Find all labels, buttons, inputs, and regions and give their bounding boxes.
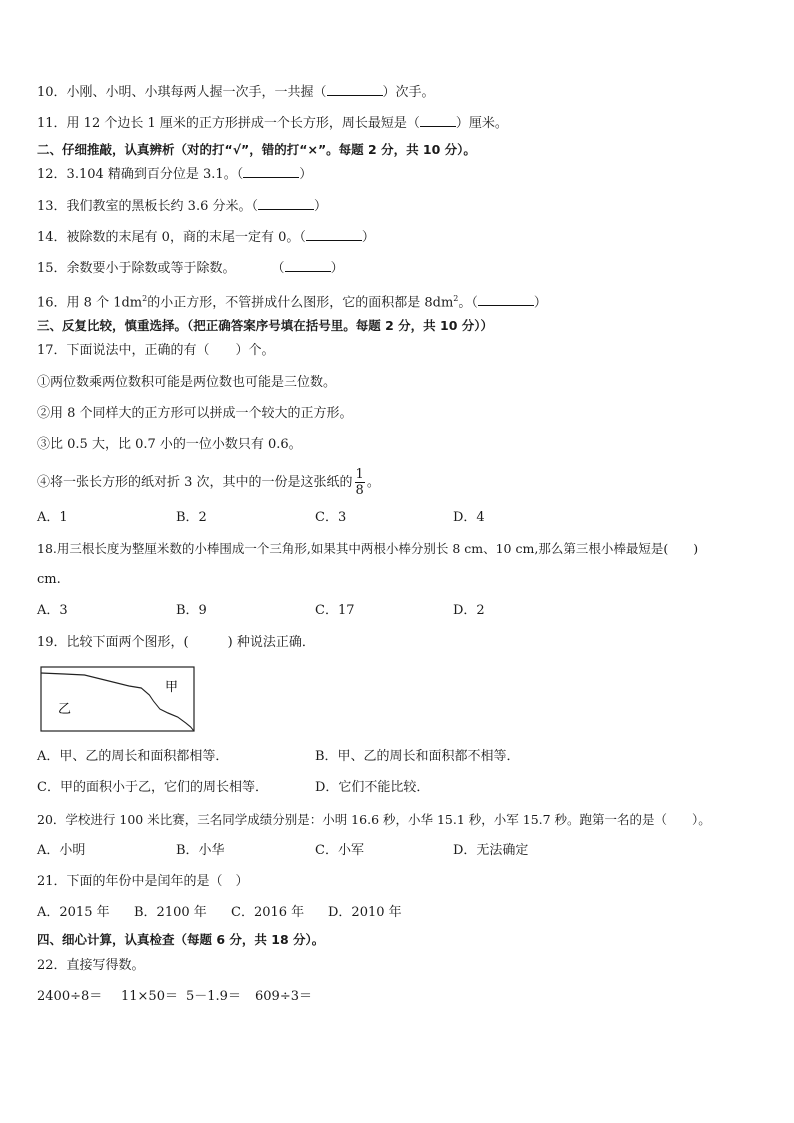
question-13: 13．我们教室的黑板长约 3.6 分米。（ ） (37, 199, 327, 214)
label-yi: 乙 (58, 702, 72, 717)
answer-blank[interactable] (285, 259, 331, 272)
q18-option-d[interactable]: D．2 (453, 603, 485, 618)
question-12: 12．3.104 精确到百分位是 3.1。（ ） (37, 167, 313, 182)
q17-option-c[interactable]: C．3 (315, 510, 347, 525)
question-17-statement-2: ②用 8 个同样大的正方形可以拼成一个较大的正方形。 (37, 406, 353, 421)
q21-option-d[interactable]: D．2010 年 (328, 905, 402, 920)
q19-option-a[interactable]: A．甲、乙的周长和面积都相等． (37, 749, 229, 764)
answer-blank[interactable] (306, 228, 362, 241)
q22-item-3[interactable]: 5－1.9＝ (186, 989, 241, 1004)
q18-option-b[interactable]: B．9 (176, 603, 207, 618)
fraction-one-eighth: $\frac{1}{8}$ (355, 467, 364, 498)
question-19-stem: 19．比较下面两个图形，( ) 种说法正确． (37, 635, 315, 650)
q19-option-b[interactable]: B．甲、乙的周长和面积都不相等． (315, 749, 520, 764)
question-20-stem: 20．学校进行 100 米比赛，三名同学成绩分别是：小明 16.6 秒，小华 15.1 秒，小军 15.7 秒。跑第一名的是（ ）。 (37, 812, 711, 827)
question-17-stem: 17．下面说法中，正确的有（ ）个。 (37, 343, 275, 358)
question-17-statement-1: ①两位数乘两位数积可能是两位数也可能是三位数。 (37, 375, 337, 390)
q20-option-c[interactable]: C．小军 (315, 843, 364, 858)
q20-option-b[interactable]: B．小华 (176, 843, 225, 858)
q22-item-2[interactable]: 11×50＝ (121, 989, 178, 1004)
label-jia: 甲 (165, 680, 179, 695)
section-2-heading: 二、仔细推敲，认真辨析（对的打“√”，错的打“×”。每题 2 分，共 10 分）。 (37, 142, 476, 157)
q17-option-a[interactable]: A．1 (37, 510, 68, 525)
answer-blank[interactable] (478, 293, 534, 306)
question-14: 14．被除数的末尾有 0，商的末尾一定有 0。（ ） (37, 230, 375, 245)
q18-option-a[interactable]: A．3 (37, 603, 68, 618)
question-18-stem-cont: cm. (37, 572, 61, 587)
section-4-heading: 四、细心计算，认真检查（每题 6 分，共 18 分）。 (37, 932, 325, 947)
section-3-heading: 三、反复比较，慎重选择。（把正确答案序号填在括号里。每题 2 分，共 10 分）） (37, 318, 494, 333)
q18-option-c[interactable]: C．17 (315, 603, 355, 618)
answer-blank[interactable] (420, 114, 456, 127)
q20-option-a[interactable]: A．小明 (37, 843, 86, 858)
q22-item-4[interactable]: 609÷3＝ (255, 989, 312, 1004)
question-10: 10．小刚、小明、小琪每两人握一次手，一共握（ ）次手。 (37, 85, 435, 100)
q22-item-1[interactable]: 2400÷8＝ (37, 989, 103, 1004)
question-22-stem: 22．直接写得数。 (37, 958, 145, 973)
q19-option-d[interactable]: D．它们不能比较． (315, 780, 430, 795)
question-15: 15．余数要小于除数或等于除数。 （ ） (37, 261, 344, 276)
question-18-stem: 18.用三根长度为整厘米数的小棒围成一个三角形,如果其中两根小棒分别长 8 cm、10 cm,那么第三根小棒最短是( ) (37, 541, 699, 556)
question-16: 16．用 8 个 $1dm^2$的小正方形，不管拼成什么图形，它的面积都是 $8dm^2$。（ ） (37, 294, 547, 311)
q21-option-c[interactable]: C．2016 年 (231, 905, 305, 920)
question-21-stem: 21．下面的年份中是闰年的是（ ） (37, 874, 249, 889)
q21-option-b[interactable]: B．2100 年 (134, 905, 207, 920)
q21-option-a[interactable]: A．2015 年 (37, 905, 110, 920)
q19-figure (40, 665, 196, 735)
q19-option-c[interactable]: C．甲的面积小于乙，它们的周长相等． (37, 780, 268, 795)
figure-outline (41, 667, 194, 731)
q17-option-d[interactable]: D．4 (453, 510, 485, 525)
question-11: 11．用 12 个边长 1 厘米的正方形拼成一个长方形，周长最短是（ ）厘米。 (37, 116, 508, 131)
q17-option-b[interactable]: B．2 (176, 510, 207, 525)
answer-blank[interactable] (327, 83, 383, 96)
answer-blank[interactable] (258, 197, 314, 210)
question-17-statement-4: ④将一张长方形的纸对折 3 次，其中的一份是这张纸的 $\frac{1}{8}$ 。 (37, 467, 380, 498)
answer-blank[interactable] (243, 165, 299, 178)
question-17-statement-3: ③比 0.5 大，比 0.7 小的一位小数只有 0.6。 (37, 437, 302, 452)
q20-option-d[interactable]: D．无法确定 (453, 843, 529, 858)
